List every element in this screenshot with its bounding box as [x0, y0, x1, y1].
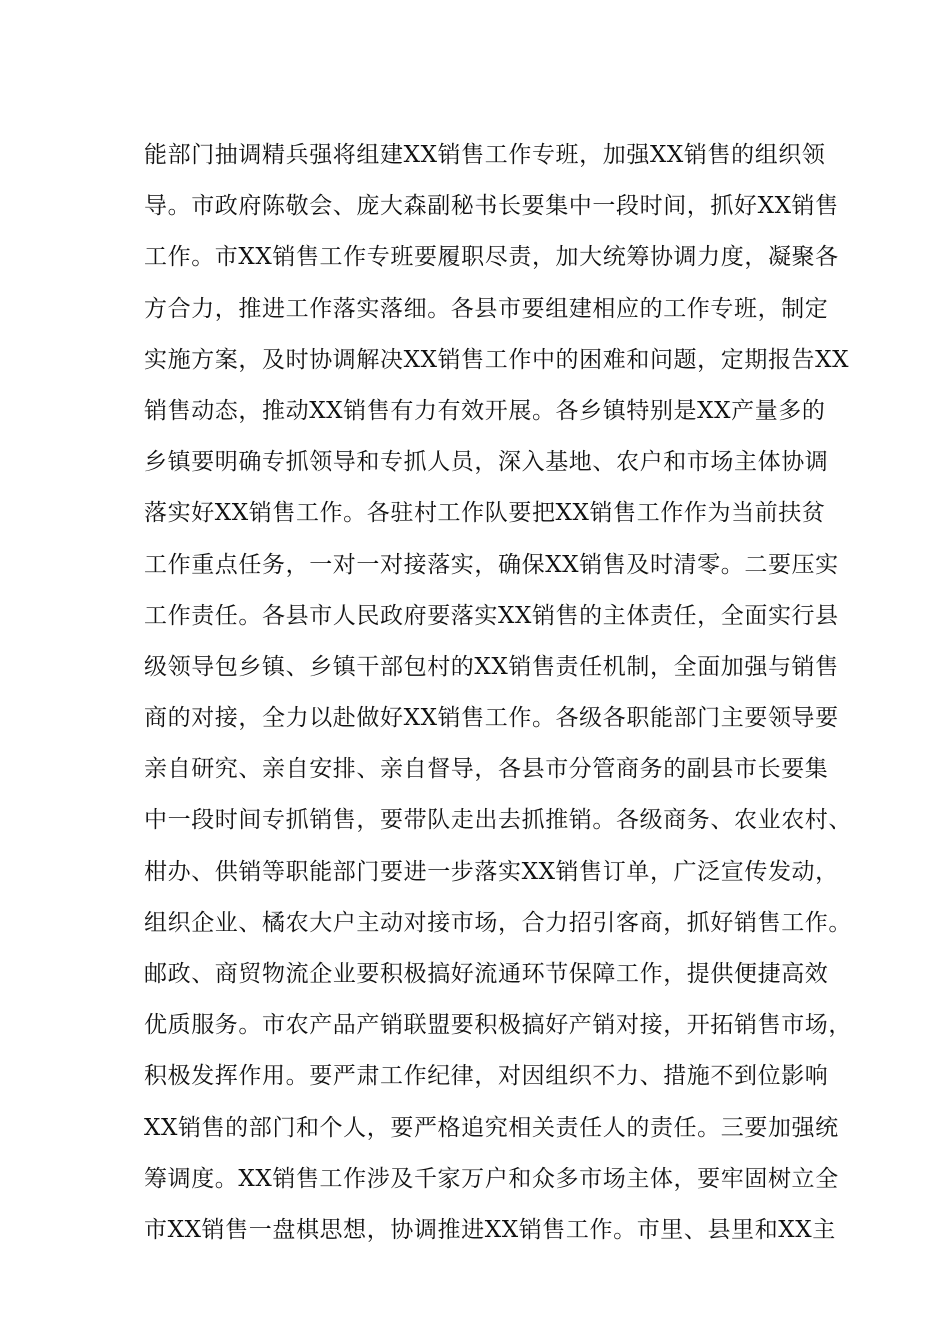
text-line: XX销售的部门和个人，要严格追究相关责任人的责任。三要加强统	[144, 1114, 839, 1141]
text-line: 工作责任。各县市人民政府要落实XX销售的主体责任，全面实行县	[144, 602, 839, 629]
text-line: 落实好XX销售工作。各驻村工作队要把XX销售工作作为当前扶贫	[144, 500, 826, 527]
text-line: 方合力，推进工作落实落细。各县市要组建相应的工作专班，制定	[144, 295, 829, 322]
text-line: 工作。市XX销售工作专班要履职尽责，加大统筹协调力度，凝聚各	[144, 244, 839, 271]
text-line: 乡镇要明确专抓领导和专抓人员，深入基地、农户和市场主体协调	[144, 449, 829, 476]
text-line: 商的对接，全力以赴做好XX销售工作。各级各职能部门主要领导要	[144, 705, 839, 732]
text-line: 亲自研究、亲自安排、亲自督导，各县市分管商务的副县市长要集	[144, 756, 829, 783]
text-line: 市XX销售一盘棋思想，协调推进XX销售工作。市里、县里和XX主	[144, 1216, 836, 1243]
text-line: 级领导包乡镇、乡镇干部包村的XX销售责任机制，全面加强与销售	[144, 653, 839, 680]
text-line: 实施方案，及时协调解决XX销售工作中的困难和问题，定期报告XX	[144, 346, 850, 373]
text-line: 工作重点任务，一对一对接落实，确保XX销售及时清零。二要压实	[144, 551, 839, 578]
text-line: 柑办、供销等职能部门要进一步落实XX销售订单，广泛宣传发动，	[144, 858, 839, 885]
text-line: 中一段时间专抓销售，要带队走出去抓推销。各级商务、农业农村、	[144, 807, 852, 834]
text-line: 筹调度。XX销售工作涉及千家万户和众多市场主体，要牢固树立全	[144, 1165, 839, 1192]
text-line: 邮政、商贸物流企业要积极搞好流通环节保障工作，提供便捷高效	[144, 961, 829, 987]
text-line: 导。市政府陈敬会、庞大森副秘书长要集中一段时间，抓好XX销售	[144, 193, 839, 220]
text-line: 组织企业、橘农大户主动对接市场，合力招引客商，抓好销售工作。	[144, 909, 852, 936]
text-line: 销售动态，推动XX销售有力有效开展。各乡镇特别是XX产量多的	[144, 397, 826, 424]
body-text	[144, 130, 852, 1256]
text-line: 积极发挥作用。要严肃工作纪律，对因组织不力、措施不到位影响	[144, 1063, 829, 1090]
text-line: 能部门抽调精兵强将组建XX销售工作专班，加强XX销售的组织领	[144, 142, 826, 168]
text-line: 优质服务。市农产品产销联盟要积极搞好产销对接，开拓销售市场，	[144, 1012, 852, 1039]
